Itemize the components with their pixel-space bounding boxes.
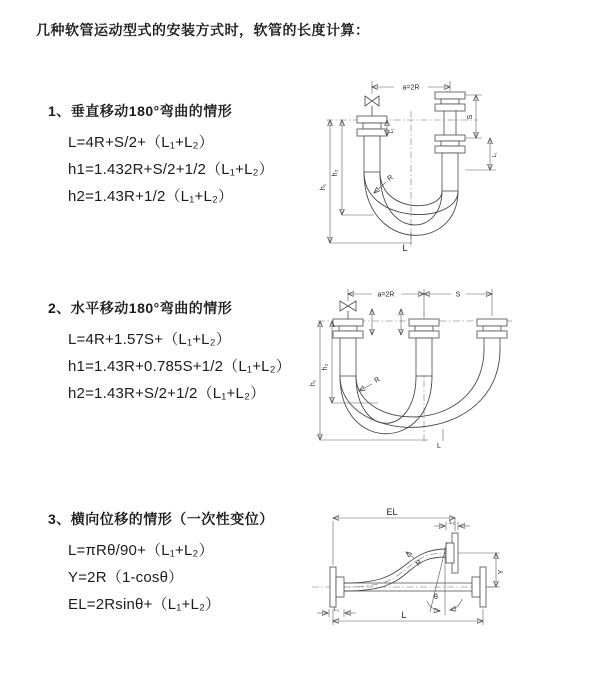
displaced-flange <box>446 533 458 573</box>
formula-line: Y=2R（1-cosθ） <box>68 569 184 586</box>
section-1-formulas <box>48 129 274 210</box>
radius-label: R <box>386 174 395 183</box>
dim-label-h2: h₂ <box>332 169 339 177</box>
dim-label-l: L <box>437 443 441 450</box>
section-lateral-displacement <box>48 509 274 618</box>
braided-hose-section <box>442 153 458 191</box>
formula-line: h1=1.43R+0.785S+1/2（L₁+L₂） <box>68 358 291 375</box>
formula-line: h2=1.43R+1/2（L₁+L₂） <box>68 188 234 205</box>
lateral-displacement-drawing <box>300 505 565 650</box>
section-vertical-movement <box>48 101 274 210</box>
angle-label: θ <box>434 594 438 601</box>
braided-hose-section <box>340 338 356 376</box>
braided-hose-section <box>364 136 380 172</box>
vertical-bend-drawing <box>310 75 530 255</box>
horizontal-bend-drawing <box>306 283 541 453</box>
right-fitting <box>435 92 465 191</box>
page-title: 几种软管运动型式的安装方式时，软管的长度计算： <box>36 22 370 38</box>
right-fitting <box>477 319 507 346</box>
left-fitting <box>357 116 387 172</box>
middle-fitting <box>409 319 439 376</box>
dim-label-l: L <box>402 243 408 253</box>
left-fitting <box>333 319 363 376</box>
dim-label-s: S <box>467 114 474 120</box>
dim-label-l2: L₂ <box>449 520 455 526</box>
valve-icon <box>340 301 356 319</box>
radius-label: R <box>373 376 382 385</box>
formula-line: L=4R+S/2+（L₁+L₂） <box>68 134 214 151</box>
formula-line: EL=2Rsinθ+（L₁+L₂） <box>68 596 221 613</box>
dim-label-y: Y <box>498 569 505 575</box>
section-3-heading: 3、横向位移的情形（一次性变位） <box>48 511 274 527</box>
dim-label-l1: L₁ <box>334 607 339 613</box>
original-position-flange <box>472 567 486 607</box>
dim-label-a2r: a=2R <box>377 291 395 299</box>
section-2-formulas <box>48 326 291 407</box>
formula-line: L=4R+1.57S+（L₁+L₂） <box>68 331 231 348</box>
section-3-formulas <box>48 537 274 618</box>
section-2-heading: 2、水平移动180°弯曲的情形 <box>48 300 233 316</box>
dim-label-h1: h₁ <box>320 183 327 191</box>
dim-label-l: L <box>401 610 407 620</box>
radius-label: R <box>414 558 424 568</box>
diagram-lateral-displacement <box>300 505 565 650</box>
dim-label-s: S <box>455 291 461 299</box>
dim-label-a2r: a=2R <box>402 84 420 92</box>
diagram-vertical-180-bend <box>310 75 530 255</box>
formula-line: h2=1.43R+S/2+1/2（L₁+L₂） <box>68 385 266 402</box>
valve-icon <box>365 96 379 116</box>
dim-label-h2: h₂ <box>322 363 329 371</box>
dim-label-h1: h₁ <box>310 379 317 387</box>
dim-label-l1-right: L₁ <box>492 152 498 158</box>
formula-line: h1=1.432R+S/2+1/2（L₁+L₂） <box>68 161 274 178</box>
section-1-heading: 1、垂直移动180°弯曲的情形 <box>48 103 233 119</box>
section-horizontal-movement <box>48 298 291 407</box>
dim-label-el: EL <box>386 507 398 517</box>
formula-line: L=πRθ/90+（L₁+L₂） <box>68 542 214 559</box>
braided-hose-section <box>416 338 432 376</box>
diagram-horizontal-180-bend <box>306 283 541 453</box>
hose-s-curve <box>344 549 446 591</box>
dim-label-l1-left: L₁ <box>389 128 395 134</box>
left-flange <box>330 567 344 607</box>
